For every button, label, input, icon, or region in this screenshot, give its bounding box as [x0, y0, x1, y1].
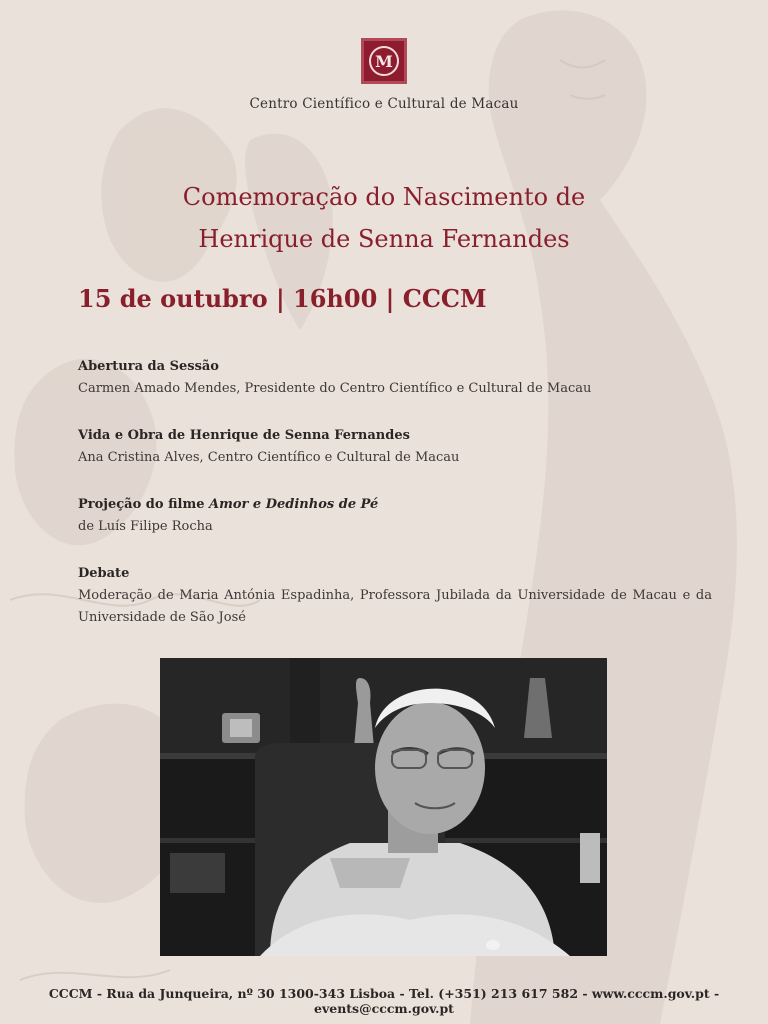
program-item-debate — [78, 563, 712, 629]
organization-name: Centro Científico e Cultural de Macau — [249, 96, 519, 112]
program-item-body: Ana Cristina Alves, Centro Científico e Cultural de Macau — [78, 450, 460, 465]
cccm-logo — [361, 38, 407, 84]
program-item-body: Moderação de Maria Antónia Espadinha, Professora Jubilada da Universidade de Macau e da Universidade de São José — [78, 588, 712, 625]
program-item-body: Carmen Amado Mendes, Presidente do Centro Científico e Cultural de Macau — [78, 381, 592, 396]
program-item-heading: Vida e Obra de Henrique de Senna Fernandes — [78, 428, 410, 443]
program-item-life-work — [78, 425, 712, 469]
program-item-body: de Luís Filipe Rocha — [78, 519, 213, 534]
program-item-opening — [78, 356, 712, 400]
program-item-heading: Abertura da Sessão — [78, 359, 219, 374]
footer-contact: CCCM - Rua da Junqueira, nº 30 1300-343 Lisboa - Tel. (+351) 213 617 582 - www.cccm.gov.pt - events@cccm.gov.pt — [48, 986, 720, 1016]
program-item-film — [78, 494, 712, 538]
portrait-image — [160, 658, 607, 956]
film-title: Amor e Dedinhos de Pé — [209, 497, 379, 512]
event-title-line-2: Henrique de Senna Fernandes — [198, 225, 570, 253]
event-datetime: 15 de outubro | 16h00 | CCCM — [78, 284, 487, 313]
event-title-line-1: Comemoração do Nascimento de — [182, 183, 586, 211]
event-title — [0, 176, 768, 260]
portrait-photo — [160, 658, 607, 956]
logo-emblem-icon: M — [369, 46, 399, 76]
film-screening-label: Projeção do filme — [78, 497, 210, 512]
program-item-heading — [78, 494, 712, 516]
program-item-heading: Debate — [78, 566, 130, 581]
